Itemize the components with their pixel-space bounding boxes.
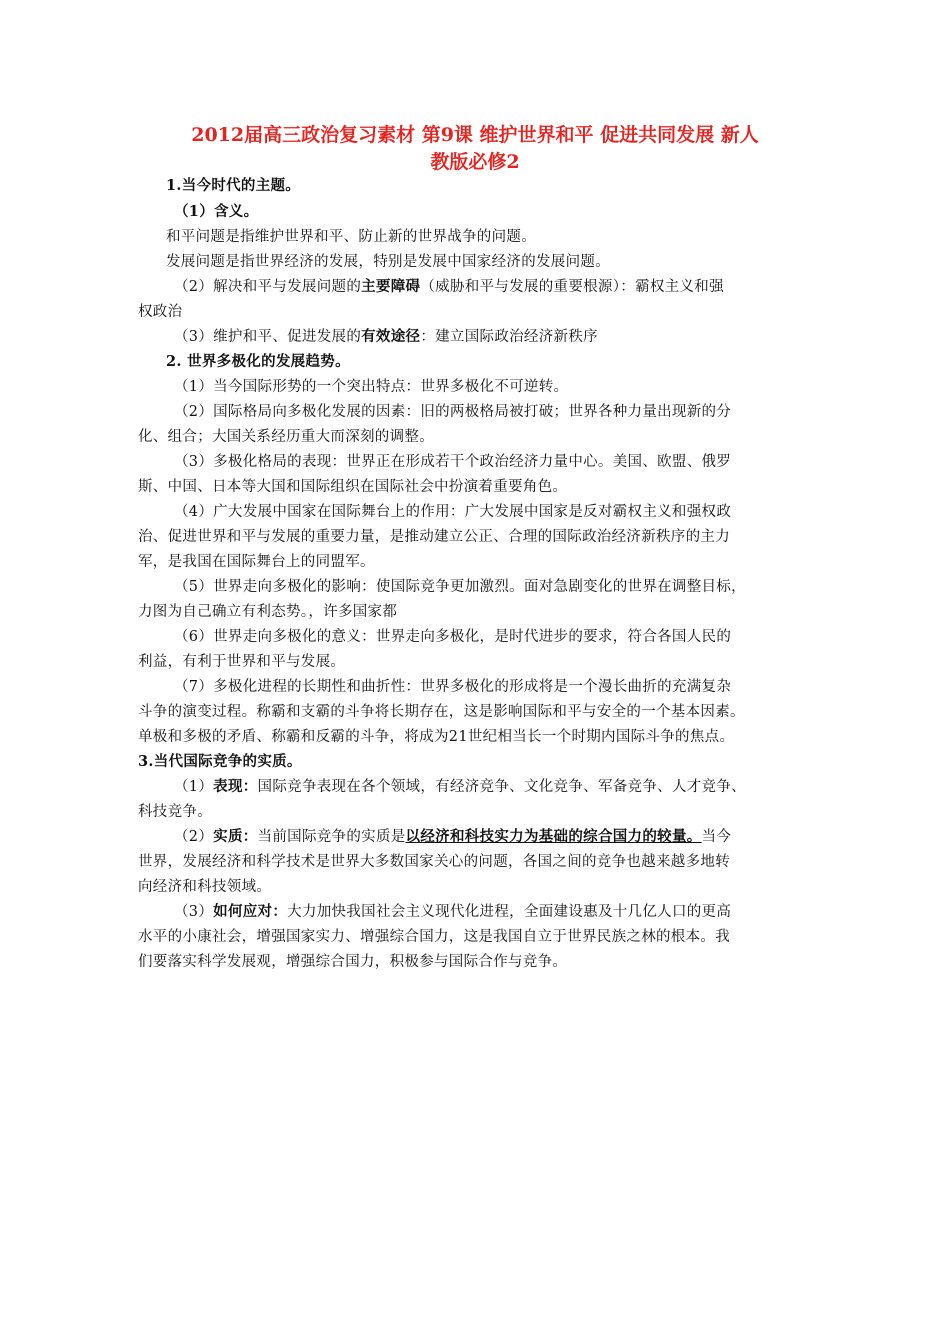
section2-p7-line3: 单极和多极的矛盾、称霸和反霸的斗争，将成为21世纪相当长一个时期内国际斗争的焦点。 bbox=[138, 729, 735, 745]
section2-p7-line1: （7）多极化进程的长期性和曲折性：世界多极化的形成将是一个漫长曲折的充满复杂 bbox=[174, 679, 732, 695]
p3-bold: 如何应对： bbox=[213, 903, 288, 920]
section2-p3-line1: （3）多极化格局的表现：世界正在形成若干个政治经济力量中心。美国、欧盟、俄罗 bbox=[174, 454, 732, 470]
section2-p4-line3: 军，是我国在国际舞台上的同盟军。 bbox=[138, 554, 375, 570]
section1-item2-cont: 权政治 bbox=[138, 304, 183, 320]
section2-p2-line2: 化、组合；大国关系经历重大而深刻的调整。 bbox=[138, 429, 434, 445]
section1-item1 bbox=[174, 202, 814, 222]
item3-post: ：建立国际政治经济新秩序 bbox=[420, 329, 598, 345]
section2-p6-line1: （6）世界走向多极化的意义：世界走向多极化，是时代进步的要求，符合各国人民的 bbox=[174, 629, 732, 645]
p3-text: 大力加快我国社会主义现代化进程，全面建设惠及十几亿人口的更高 bbox=[287, 904, 732, 920]
p2-tail: 当今 bbox=[701, 829, 732, 845]
item2-post: （威胁和平与发展的重要根源）：霸权主义和强 bbox=[420, 279, 724, 295]
section3-p1-line2: 科技竞争。 bbox=[138, 804, 212, 820]
peace-definition: 和平问题是指维护世界和平、防止新的世界战争的问题。 bbox=[166, 229, 536, 245]
section3-p3 bbox=[174, 902, 814, 922]
section2-p5-line2: 力图为自己确立有利态势。，许多国家都 bbox=[138, 604, 398, 620]
page-title bbox=[110, 122, 840, 176]
section2-p4-line1: （4）广大发展中国家在国际舞台上的作用：广大发展中国家是反对霸权主义和强权政 bbox=[174, 504, 732, 520]
p2-num: （2） bbox=[174, 829, 214, 845]
item3-bold: 有效途径 bbox=[361, 328, 421, 345]
section3-p3-line2: 水平的小康社会，增强国家实力、增强综合国力，这是我国自立于世界民族之林的根本。我 bbox=[138, 929, 730, 945]
item2-bold: 主要障碍 bbox=[361, 278, 421, 295]
item2-pre: （2）解决和平与发展问题的 bbox=[174, 279, 362, 295]
section1-item3 bbox=[174, 327, 814, 347]
section3-p2-line2: 世界，发展经济和科学技术是世界大多数国家关心的问题，各国之间的竞争也越来越多地转 bbox=[138, 854, 730, 870]
section3-heading: 3.当代国际竞争的实质。 bbox=[138, 753, 302, 770]
p2-bold: 实质： bbox=[213, 828, 258, 845]
section2-heading: 2. 世界多极化的发展趋势。 bbox=[166, 353, 350, 370]
section2-p4-line2: 治、促进世界和平与发展的重要力量，是推动建立公正、合理的国际政治经济新秩序的主力 bbox=[138, 529, 730, 545]
p2-underline: 以经济和科技实力为基础的综合国力的较量。 bbox=[405, 828, 702, 845]
section3-p1 bbox=[174, 777, 814, 797]
section2-p2-line1: （2）国际格局向多极化发展的因素：旧的两极格局被打破；世界各种力量出现新的分 bbox=[174, 404, 732, 420]
section1-item2 bbox=[174, 277, 814, 297]
section2-p5-line1: （5）世界走向多极化的影响：使国际竞争更加激烈。面对急剧变化的世界在调整目标， bbox=[174, 579, 746, 595]
p1-num: （1） bbox=[174, 779, 214, 795]
title-line-2: 教版必修2 bbox=[430, 151, 520, 173]
p1-text: 国际竞争表现在各个领域，有经济竞争、文化竞争、军备竞争、人才竞争、 bbox=[257, 779, 746, 795]
p3-num: （3） bbox=[174, 904, 214, 920]
section1-heading: 1.当今时代的主题。 bbox=[166, 177, 301, 194]
section2-p3-line2: 斯、中国、日本等大国和国际组织在国际社会中扮演着重要角色。 bbox=[138, 479, 568, 495]
section2-p6-line2: 利益，有利于世界和平与发展。 bbox=[138, 654, 346, 670]
section2-p7-line2: 斗争的演变过程。称霸和支霸的斗争将长期存在，这是影响国际和平与安全的一个基本因素。 bbox=[138, 704, 745, 720]
section3-p2-line3: 向经济和科技领域。 bbox=[138, 879, 272, 895]
section2-p1: （1）当今国际形势的一个突出特点：世界多极化不可逆转。 bbox=[174, 379, 569, 395]
p1-bold: 表现： bbox=[213, 778, 258, 795]
p2-text: 当前国际竞争的实质是 bbox=[257, 829, 406, 845]
development-definition: 发展问题是指世界经济的发展，特别是发展中国家经济的发展问题。 bbox=[166, 254, 610, 270]
section3-p3-line3: 们要落实科学发展观，增强综合国力，积极参与国际合作与竞争。 bbox=[138, 954, 568, 970]
item3-pre: （3）维护和平、促进发展的 bbox=[174, 329, 362, 345]
item1-label: （1）含义。 bbox=[174, 203, 259, 220]
title-line-1: 2012届高三政治复习素材 第9课 维护世界和平 促进共同发展 新人 bbox=[191, 124, 759, 146]
section3-p2 bbox=[174, 827, 814, 847]
